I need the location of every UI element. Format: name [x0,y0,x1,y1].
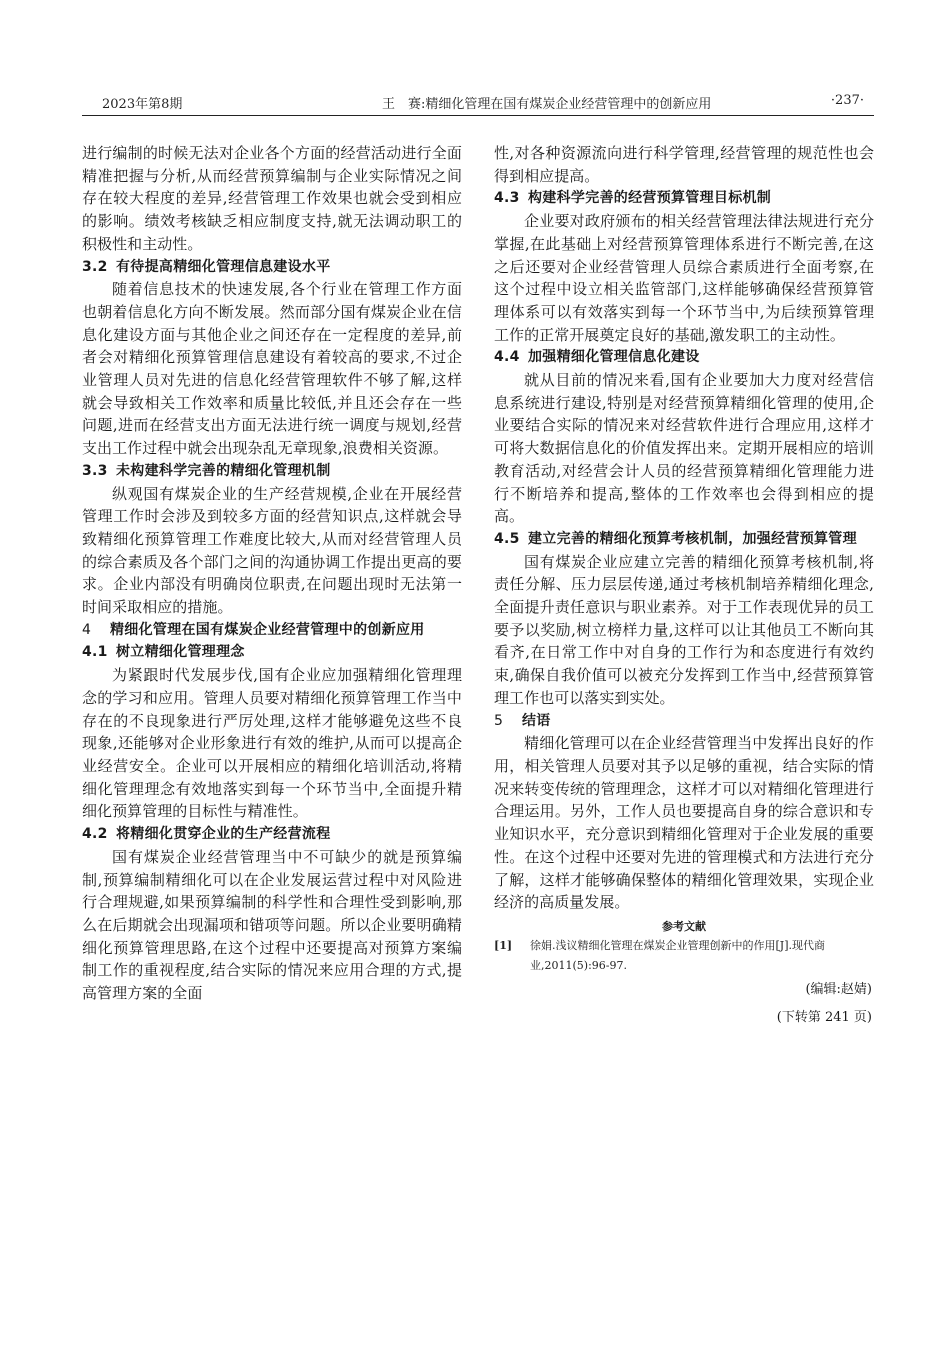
heading-number: 4 [82,621,92,638]
heading-text: 建立完善的精细化预算考核机制，加强经营预算管理 [528,530,857,547]
heading-3-3 [82,460,462,483]
paragraph-4-1: 为紧跟时代发展步伐,国有企业应加强精细化管理理念的学习和应用。管理人员要对精细化预算管理工作当中存在的不良现象进行严厉处理,这样才能够避免这些不良现象,还能够对企业形象进行有效的维护,从而可以提高企业经营安全。企业可以开展相应的精细化培训活动,将精细化管理理念有效地落实到每一个环节当中,全面提升精细化预算管理的目标性与精准性。 [82,666,462,821]
page-number: ·237· [830,93,864,108]
heading-number: 4.2 [82,826,108,843]
header-rule [82,115,874,116]
heading-number: 4.1 [82,644,108,661]
paragraph-4-5: 国有煤炭企业应建立完善的精细化预算考核机制,将责任分解、压力层层传递,通过考核机制培养精细化理念,全面提升责任意识与职业素养。对于工作表现优异的员工要予以奖励,树立榜样力量,这样可以让其他员工不断向其看齐,在日常工作中对自身的工作行为和态度进行有效约束,确保自我价值可以被充分发挥到工作当中,经营预算管理工作也可以落实到实处。 [494,552,874,707]
right-column [494,142,874,1032]
paragraph-4-3: 企业要对政府颁布的相关经营管理法律法规进行充分掌握,在此基础上对经营预算管理体系进行不断完善,在这之后还要对企业经营管理人员综合素质进行全面考察,在这个过程中设立相关监管部门,这样能够确保经营预算管理体系可以有效落实到每一个环节当中,为后续预算管理工作的正常开展奠定良好的基础,激发职工的主动性。 [494,212,874,344]
heading-4-3 [494,187,874,210]
paragraph-continued: 性,对各种资源流向进行科学管理,经营管理的规范性也会得到相应提高。 [494,144,874,185]
heading-4 [82,619,462,642]
journal-issue: 2023年第8期 [102,97,183,112]
editor-note: (编辑:赵婧) [805,981,872,997]
paragraph-4-4: 就从目前的情况来看,国有企业要加大力度对经营信息系统进行建设,特别是对经营预算精细化管理的使用,企业要结合实际的情况来对经营软件进行合理应用,这样才可将大数据信息化的价值发挥出来。定期开展相应的培训教育活动,对经营会计人员的经营预算精细化管理能力进行不断培养和提高,整体的工作效率也会得到相应的提高。 [494,371,874,526]
heading-number: 4.3 [494,190,520,207]
heading-text: 树立精细化管理理念 [116,644,245,661]
heading-4-2 [82,823,462,846]
paragraph-intro: 进行编制的时候无法对企业各个方面的经营活动进行全面精准把握与分析,从而经营预算编制与企业实际情况之间存在较大程度的差异,经营管理工作效果也就会受到相应的影响。绩效考核缺乏相应制度支持,就无法调动职工的积极性和主动性。 [82,144,462,253]
paragraph-3-3: 纵观国有煤炭企业的生产经营规模,企业在开展经营管理工作时会涉及到较多方面的经营知识点,这样就会导致精细化预算管理工作难度比较大,从而对经营管理人员的综合素质及各个部门之间的沟通协调工作提出更高的要求。企业内部没有明确岗位职责,在问题出现时无法第一时间采取相应的措施。 [82,484,462,617]
heading-text: 构建科学完善的经营预算管理目标机制 [528,190,772,207]
heading-number: 3.3 [82,462,108,479]
heading-text: 未构建科学完善的精细化管理机制 [116,462,331,479]
heading-text: 有待提高精细化管理信息建设水平 [116,258,331,275]
paragraph-5: 精细化管理可以在企业经营管理当中发挥出良好的作用，相关管理人员要对其予以足够的重视，结合实际的情况来转变传统的管理理念，这样才可以对精细化管理进行合理运用。另外，工作人员也要提高自身的综合意识和专业知识水平，充分意识到精细化管理对于企业发展的重要性。在这个过程中还要对先进的管理模式和方法进行充分了解，这样才能够确保整体的精细化管理效果，实现企业经济的高质量发展。 [494,734,874,912]
running-header [82,91,872,113]
article-title-header: 王 赛:精细化管理在国有煤炭企业经营管理中的创新应用 [382,97,712,112]
heading-4-5 [494,528,874,551]
paragraph-3-2: 随着信息技术的快速发展,各个行业在管理工作方面也朝着信息化方向不断发展。然而部分国有煤炭企业在信息化建设方面与其他企业之间还存在一定程度的差异,前者会对精细化预算管理信息建设有着较高的要求,不过企业管理人员对先进的信息化经营管理软件不够了解,这样就会导致相关工作效率和质量比较低,并且还会存在一些问题,进而在经营支出方面无法进行统一调度与规划,经营支出工作过程中就会出现杂乱无章现象,浪费相关资源。 [82,280,462,458]
heading-text: 结语 [522,712,551,729]
heading-number: 3.2 [82,258,108,275]
heading-4-4 [494,346,874,369]
heading-number: 4.5 [494,530,520,547]
left-column [82,142,462,1005]
heading-text: 将精细化贯穿企业的生产经营流程 [116,826,331,843]
heading-text: 加强精细化管理信息化建设 [528,349,700,366]
reference-text: 徐娟.浅议精细化管理在煤炭企业管理创新中的作用[J].现代商业,2011(5):96-97. [530,938,825,972]
heading-number: 5 [494,712,504,729]
heading-text: 精细化管理在国有煤炭企业经营管理中的创新应用 [110,621,425,638]
heading-4-1 [82,641,462,664]
reference-number: [1] [494,938,513,952]
heading-5 [494,710,874,733]
heading-number: 4.4 [494,349,520,366]
continued-note: (下转第 241 页) [776,1009,872,1025]
paragraph-4-2: 国有煤炭企业经营管理当中不可缺少的就是预算编制,预算编制精细化可以在企业发展运营过程中对风险进行合理规避,如果预算编制的科学性和合理性受到影响,那么在后期就会出现漏项和错项等问题。所以企业要明确精细化预算管理思路,在这个过程中还要提高对预算方案编制工作的重视程度,结合实际的情况来应用合理的方式,提高管理方案的全面 [82,847,462,1003]
reference-item [494,936,874,976]
heading-3-2 [82,256,462,279]
references-title: 参考文献 [662,919,706,933]
